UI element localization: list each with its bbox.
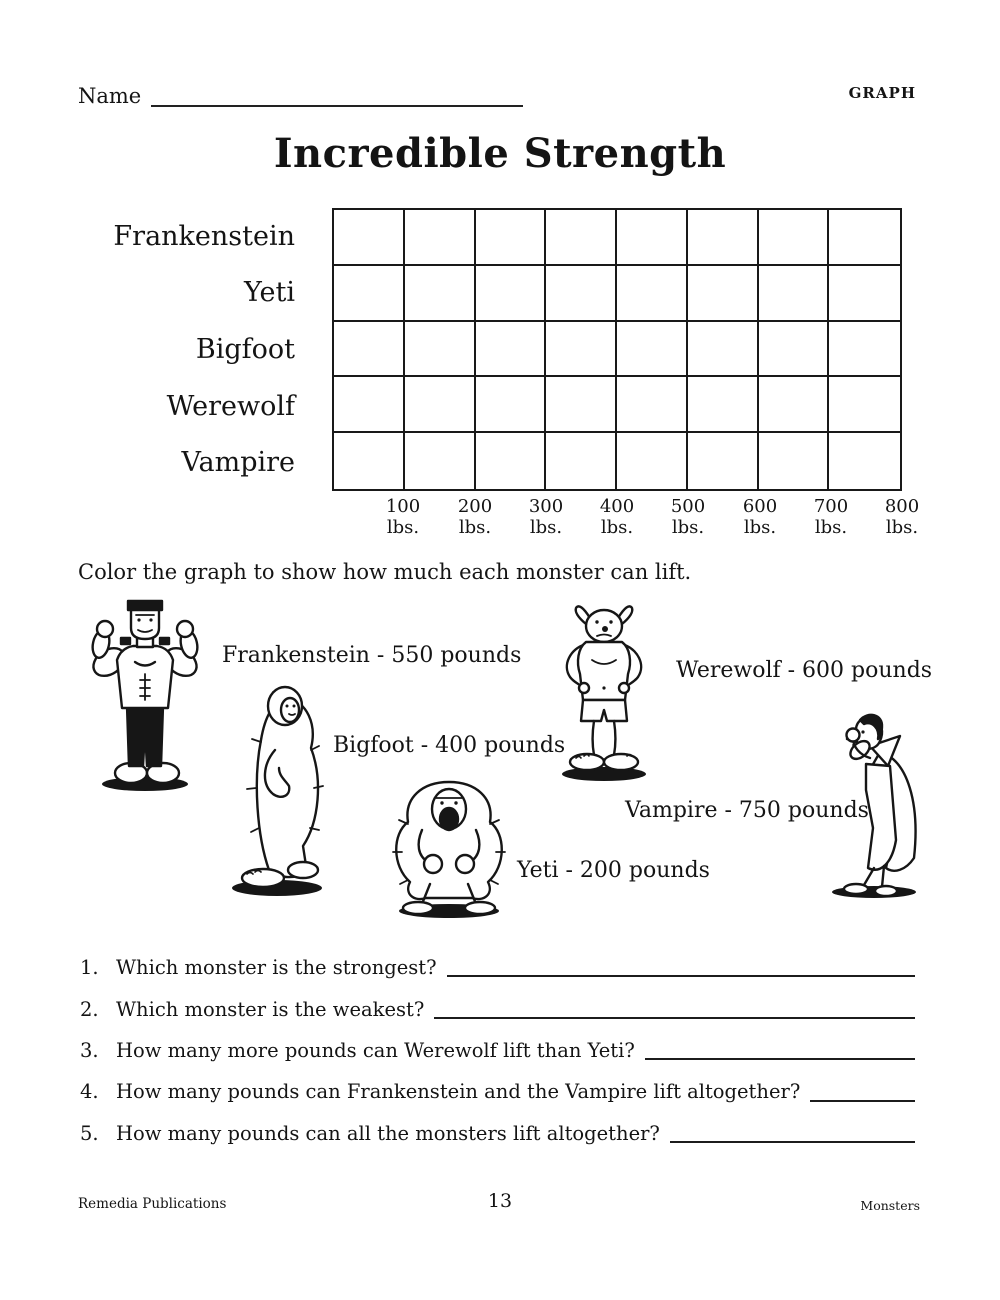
grid-cell[interactable] <box>688 377 759 433</box>
instruction-text: Color the graph to show how much each monster can lift. <box>78 560 692 584</box>
grid-cell[interactable] <box>617 266 688 322</box>
answer-blank-line[interactable] <box>447 975 915 977</box>
bigfoot-figure <box>225 676 337 902</box>
question-list <box>80 947 915 1154</box>
series-name: Monsters <box>860 1198 920 1213</box>
row-label-frankenstein: Frankenstein <box>113 220 295 252</box>
grid-cell[interactable] <box>334 433 405 489</box>
question-number: 4. <box>80 1080 99 1104</box>
grid-cell[interactable] <box>405 266 476 322</box>
grid-cell[interactable] <box>546 377 617 433</box>
grid-cell[interactable] <box>334 210 405 266</box>
grid-cell[interactable] <box>829 322 900 378</box>
axis-tick-100: 100 lbs. <box>385 496 421 538</box>
werewolf-figure <box>550 602 658 784</box>
grid-cell[interactable] <box>476 210 547 266</box>
grid-cell[interactable] <box>405 322 476 378</box>
grid-cell[interactable] <box>405 433 476 489</box>
grid-cell[interactable] <box>688 433 759 489</box>
grid-cell[interactable] <box>759 322 830 378</box>
grid-cell[interactable] <box>476 266 547 322</box>
corner-tag: GRAPH <box>848 84 916 102</box>
grid-cell[interactable] <box>546 210 617 266</box>
question-text: How many pounds can all the monsters lift altogether? <box>116 1121 660 1145</box>
frankenstein-figure <box>85 598 205 794</box>
grid-cell[interactable] <box>476 433 547 489</box>
row-label-yeti: Yeti <box>244 277 295 309</box>
grid-cell[interactable] <box>759 266 830 322</box>
question-number: 3. <box>80 1038 99 1062</box>
grid-cell[interactable] <box>617 322 688 378</box>
bigfoot-value-label: Bigfoot - 400 pounds <box>333 733 566 758</box>
question-text: Which monster is the strongest? <box>116 956 437 980</box>
answer-blank-line[interactable] <box>645 1058 915 1060</box>
name-blank-line[interactable] <box>151 85 523 107</box>
question-2 <box>80 988 915 1029</box>
yeti-figure <box>378 772 520 920</box>
question-1 <box>80 947 915 988</box>
page-number: 13 <box>487 1190 513 1212</box>
axis-tick-500: 500 lbs. <box>670 496 706 538</box>
grid-cell[interactable] <box>759 377 830 433</box>
axis-tick-800: 800 lbs. <box>884 496 920 538</box>
name-label: Name <box>78 84 142 108</box>
grid-cell[interactable] <box>829 433 900 489</box>
grid-cell[interactable] <box>617 433 688 489</box>
grid-cell[interactable] <box>334 266 405 322</box>
question-number: 1. <box>80 956 99 980</box>
grid-cell[interactable] <box>759 433 830 489</box>
question-5 <box>80 1113 915 1154</box>
row-label-werewolf: Werewolf <box>166 390 295 422</box>
axis-tick-700: 700 lbs. <box>813 496 849 538</box>
question-number: 2. <box>80 997 99 1021</box>
grid-cell[interactable] <box>476 377 547 433</box>
grid-cell[interactable] <box>688 266 759 322</box>
grid-cell[interactable] <box>688 210 759 266</box>
question-4 <box>80 1071 915 1112</box>
name-row <box>78 84 523 108</box>
row-label-vampire: Vampire <box>181 447 295 479</box>
werewolf-value-label: Werewolf - 600 pounds <box>676 658 933 683</box>
row-label-bigfoot: Bigfoot <box>195 333 295 365</box>
grid-cell[interactable] <box>617 210 688 266</box>
page-title: Incredible Strength <box>273 130 727 177</box>
graph-grid[interactable] <box>332 208 902 491</box>
grid-cell[interactable] <box>546 266 617 322</box>
grid-cell[interactable] <box>405 377 476 433</box>
yeti-value-label: Yeti - 200 pounds <box>517 858 710 883</box>
grid-cell[interactable] <box>617 377 688 433</box>
grid-cell[interactable] <box>829 377 900 433</box>
frankenstein-value-label: Frankenstein - 550 pounds <box>222 643 522 668</box>
axis-tick-300: 300 lbs. <box>528 496 564 538</box>
question-number: 5. <box>80 1121 99 1145</box>
publisher-credit: Remedia Publications <box>78 1196 227 1212</box>
grid-cell[interactable] <box>546 433 617 489</box>
question-3 <box>80 1030 915 1071</box>
axis-tick-400: 400 lbs. <box>599 496 635 538</box>
grid-cell[interactable] <box>759 210 830 266</box>
grid-cell[interactable] <box>688 322 759 378</box>
grid-cell[interactable] <box>476 322 547 378</box>
grid-cell[interactable] <box>334 322 405 378</box>
vampire-value-label: Vampire - 750 pounds <box>625 798 869 823</box>
answer-blank-line[interactable] <box>434 1017 915 1019</box>
answer-blank-line[interactable] <box>670 1141 915 1143</box>
question-text: How many pounds can Frankenstein and the Vampire lift altogether? <box>116 1080 801 1104</box>
axis-tick-600: 600 lbs. <box>742 496 778 538</box>
axis-tick-200: 200 lbs. <box>457 496 493 538</box>
grid-cell[interactable] <box>829 266 900 322</box>
answer-blank-line[interactable] <box>810 1100 915 1102</box>
question-text: How many more pounds can Werewolf lift than Yeti? <box>116 1038 635 1062</box>
grid-cell[interactable] <box>829 210 900 266</box>
grid-cell[interactable] <box>334 377 405 433</box>
question-text: Which monster is the weakest? <box>116 997 425 1021</box>
grid-cell[interactable] <box>546 322 617 378</box>
grid-cell[interactable] <box>405 210 476 266</box>
